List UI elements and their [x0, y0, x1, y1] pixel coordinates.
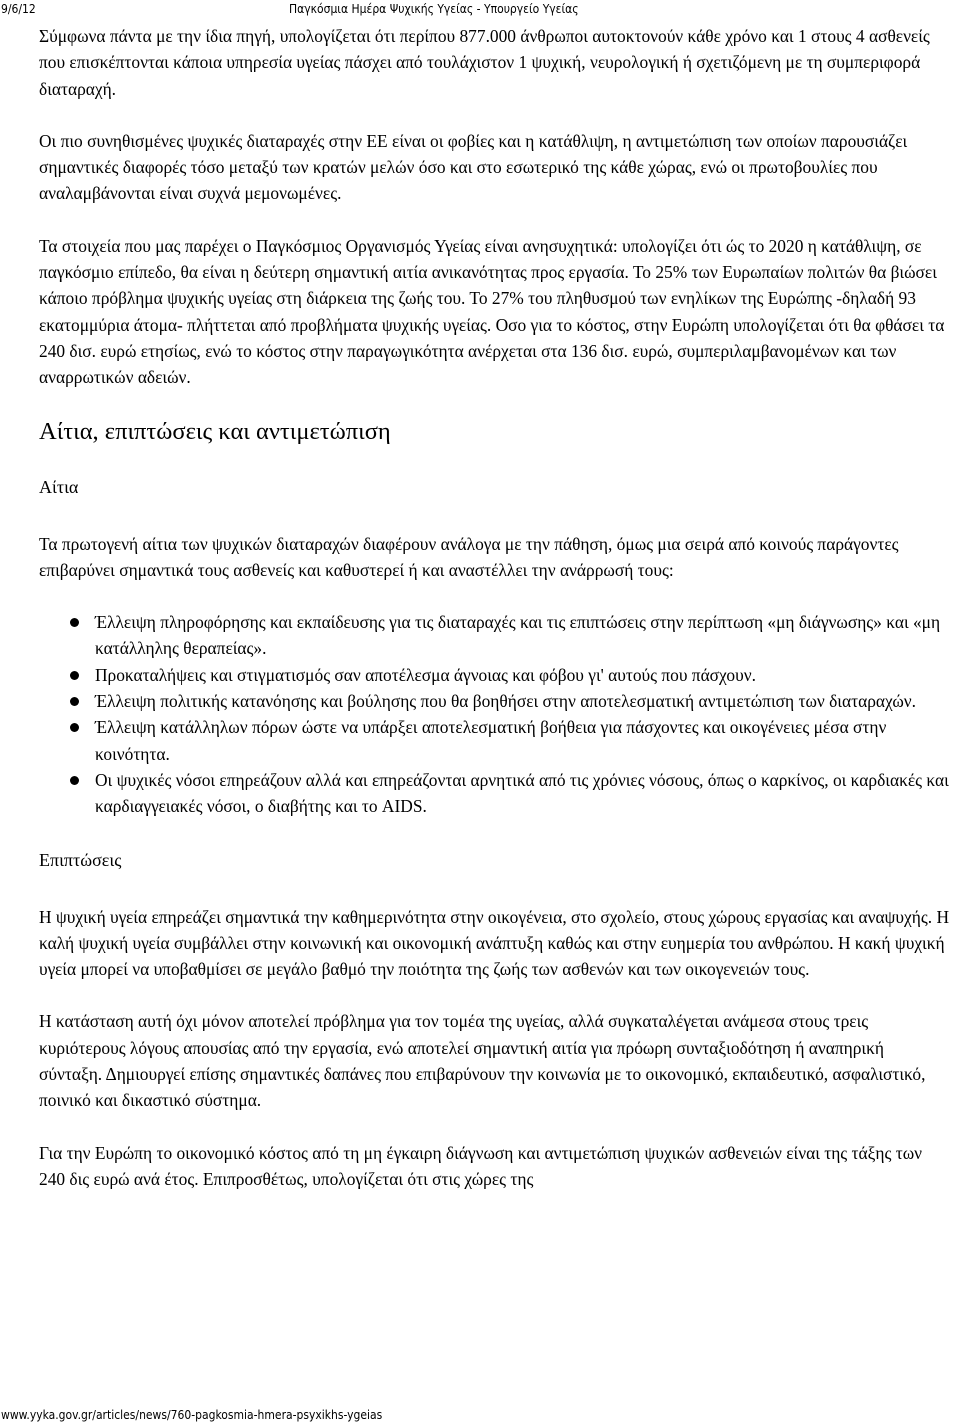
section-title: Αίτια, επιπτώσεις και αντιμετώπιση: [39, 417, 391, 445]
list-item-text: Έλλειψη πληροφόρησης και εκπαίδευσης για τις διαταραχές και τις επιπτώσεις στην περίπτωση «μη διάγνωσης» και «μη κατάλληλης θεραπείας».: [95, 612, 941, 659]
print-header: [0, 0, 960, 22]
list-item-text: Έλλειψη πολιτικής κατανόησης και βούλησης που θα βοηθήσει στην αποτελεσματική αντιμετώπιση των διαταραχών.: [95, 691, 916, 712]
list-item-text: Οι ψυχικές νόσοι επηρεάζουν αλλά και επηρεάζονται αρνητικά από τις χρόνιες νόσους, όπως ο καρκίνος, οι καρδιακές και καρδιαγγειακές νόσοι, ο διαβήτης και το AIDS.: [95, 769, 949, 817]
effects-paragraph: Η κατάσταση αυτή όχι μόνον αποτελεί πρόβλημα για τον τομέα της υγείας, αλλά συγκαταλέγεται ανάμεσα στους τρεις κυριότερους λόγους απουσίας από την εργασία, ενώ αποτελεί σημαντική αιτία για πρόωρη συνταξιοδότηση ή αναπηρική σύνταξη. Δημιουργεί επίσης σημαντικές δαπάνες που επιβαρύνουν την κοινωνία με το οικονομικό, εκπαιδευτικό, ασφαλιστικό, ποινικό και δικαστικό σύστημα.: [39, 1011, 926, 1111]
causes-list: [39, 609, 951, 819]
print-date: 9/6/12: [1, 2, 36, 16]
article-body: [39, 23, 951, 1192]
list-item-text: Προκαταλήψεις και στιγματισμός σαν αποτέλεσμα άγνοιας και φόβου γι' αυτούς που πάσχουν.: [95, 664, 756, 685]
list-item: [39, 767, 951, 820]
bullet-icon: [70, 671, 79, 680]
list-item: [39, 688, 951, 714]
list-item: [39, 662, 951, 688]
intro-paragraph: Σύμφωνα πάντα με την ίδια πηγή, υπολογίζεται ότι περίπου 877.000 άνθρωποι αυτοκτονούν κάθε χρόνο και 1 στους 4 ασθενείς που επισκέπτονται κάποια υπηρεσία υγείας πάσχει από τουλάχιστον 1 ψυχική, νευρολογική ή σχετιζόμενη με τη συμπεριφορά διαταραχή.: [39, 26, 930, 99]
effects-paragraph: Για την Ευρώπη το οικονομικό κόστος από τη μη έγκαιρη διάγνωση και αντιμετώπιση ψυχικών ασθενειών είναι της τάξης των 240 δις ευρώ ανά έτος. Επιπροσθέτως, υπολογίζεται ότι στις χώρες της: [39, 1142, 923, 1189]
intro-paragraph: Οι πιο συνηθισμένες ψυχικές διαταραχές στην ΕΕ είναι οι φοβίες και η κατάθλιψη, η αντιμετώπιση των οποίων παρουσιάζει σημαντικές διαφορές τόσο μεταξύ των κρατών μελών όσο και στο εσωτερικό της κάθε χώρας, ενώ οι πρωτοβουλίες που αναλαμβάνονται είναι συχνά μεμονωμένες.: [39, 130, 908, 204]
bullet-icon: [70, 697, 79, 706]
list-item: [39, 609, 951, 662]
effects-title: Επιπτώσεις: [39, 849, 122, 870]
list-item-text: Έλλειψη κατάλληλων πόρων ώστε να υπάρξει αποτελεσματική βοήθεια για πάσχοντες και οικογένειες μέσα στην κοινότητα.: [95, 717, 887, 764]
intro-paragraph: Τα στοιχεία που μας παρέχει ο Παγκόσμιος Οργανισμός Υγείας είναι ανησυχητικά: υπολογίζει ότι ώς το 2020 η κατάθλιψη, σε παγκόσμιο επίπεδο, θα είναι η δεύτερη σημαντική αιτία ανικανότητας προς εργασία. Το 25% των Ευρωπαίων πολιτών θα βιώσει κάποιο πρόβλημα ψυχικής υγείας στη διάρκεια της ζωής του. Το 27% του πληθυσμού των ενηλίκων της Ευρώπης -δηλαδή 93 εκατομμύρια άτομα- πλήττεται από προβλήματα ψυχικής υγείας. Οσο για το κόστος, στην Ευρώπη υπολογίζεται ότι θα φθάσει τα 240 δισ. ευρώ ετησίως, ενώ το κόστος στην παραγωγικότητα ανέρχεται στα 136 δισ. ευρώ, συμπεριλαμβανομένων και των αναρρωτικών αδειών.: [39, 235, 945, 388]
print-footer-url: www.yyka.gov.gr/articles/news/760-pagkosmia-hmera-psyxikhs-ygeias: [1, 1408, 383, 1422]
causes-paragraph: Τα πρωτογενή αίτια των ψυχικών διαταραχών διαφέρουν ανάλογα με την πάθηση, όμως μια σειρά από κοινούς παράγοντες επιβαρύνει σημαντικά τους ασθενείς και καθυστερεί ή και αναστέλλει την ανάρρωσή τους:: [39, 533, 899, 580]
bullet-icon: [70, 618, 79, 627]
bullet-icon: [70, 723, 79, 732]
causes-title: Αίτια: [39, 476, 79, 497]
print-page-title: Παγκόσμια Ημέρα Ψυχικής Υγείας - Υπουργείο Υγείας: [289, 2, 579, 16]
bullet-icon: [70, 776, 79, 785]
list-item: [39, 714, 951, 767]
effects-paragraph: Η ψυχική υγεία επηρεάζει σημαντικά την καθημερινότητα στην οικογένεια, στο σχολείο, στους χώρους εργασίας και αναψυχής. Η καλή ψυχική υγεία συμβάλλει στην κοινωνική και οικονομική ανάπτυξη καθώς και στην ευημερία του ανθρώπου. Η κακή ψυχική υγεία μπορεί να υποβαθμίσει σε μεγάλο βαθμό την ποιότητα της ζωής των ασθενών και των οικογενειών τους.: [39, 906, 950, 980]
